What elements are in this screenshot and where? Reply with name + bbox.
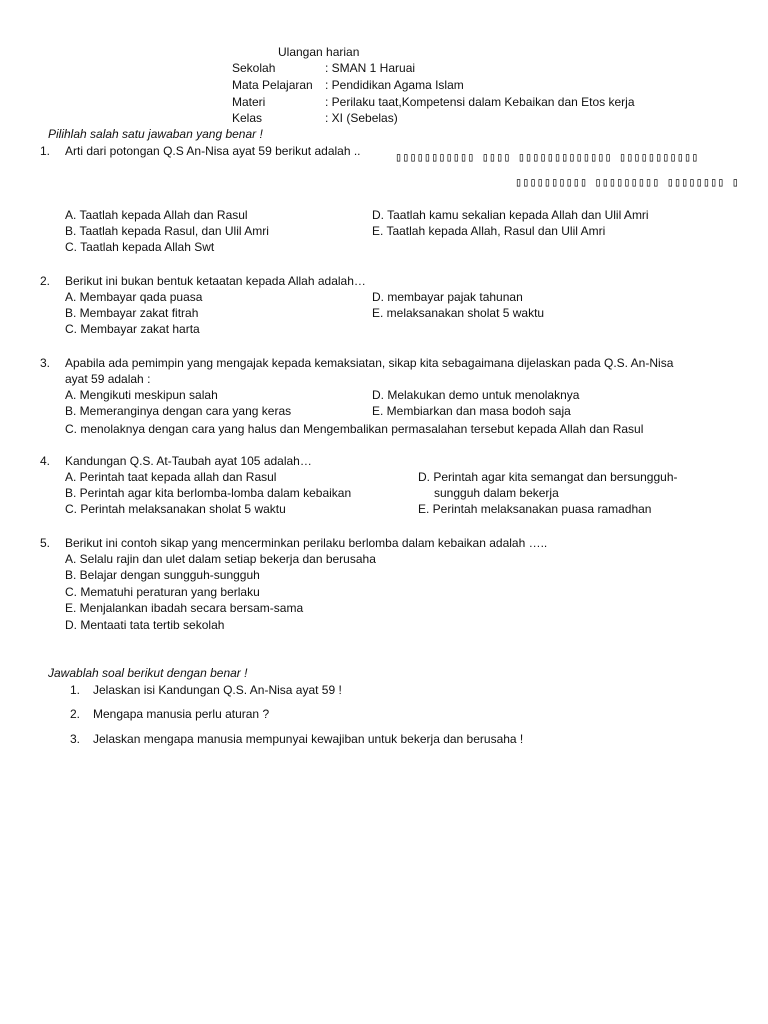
question-2-text: Berikut ini bukan bentuk ketaatan kepada Allah adalah… <box>65 274 366 288</box>
question-2-option-b: B. Membayar zakat fitrah <box>65 306 199 320</box>
essay-3-number: 3. <box>70 732 81 746</box>
question-4-option-b: B. Perintah agar kita berlomba-lomba dalam kebaikan <box>65 486 352 500</box>
question-4-option-d: D. Perintah agar kita semangat dan bersungguh- <box>418 470 678 484</box>
essay-3-text: Jelaskan mengapa manusia mempunyai kewajiban untuk bekerja dan berusaha ! <box>93 732 524 746</box>
question-4-option-e: E. Perintah melaksanakan puasa ramadhan <box>418 502 652 516</box>
question-2-option-c: C. Membayar zakat harta <box>65 322 200 336</box>
exam-title: Ulangan harian <box>278 45 360 59</box>
question-2-option-a: A. Membayar qada puasa <box>65 290 203 304</box>
question-3-option-a: A. Mengikuti meskipun salah <box>65 388 218 402</box>
header-label-school: Sekolah <box>232 61 276 75</box>
question-2-number: 2. <box>40 274 51 288</box>
question-2-option-d: D. membayar pajak tahunan <box>372 290 523 304</box>
essay-2-text: Mengapa manusia perlu aturan ? <box>93 707 270 721</box>
essay-1-number: 1. <box>70 683 81 697</box>
question-4-option-a: A. Perintah taat kepada allah dan Rasul <box>65 470 277 484</box>
question-1-arabic-line-2: ▯▯▯▯▯▯▯▯▯▯ ▯▯▯▯▯▯▯▯▯ ▯▯▯▯▯▯▯▯ ▯ <box>515 175 739 189</box>
question-3-text-line-2: ayat 59 adalah : <box>65 372 151 386</box>
question-4-text: Kandungan Q.S. At-Taubah ayat 105 adalah… <box>65 454 312 468</box>
question-5-text: Berikut ini contoh sikap yang mencerminkan perilaku berlomba dalam kebaikan adalah ….. <box>65 536 548 550</box>
question-5-option-b: B. Belajar dengan sungguh-sungguh <box>65 568 260 582</box>
question-1-number: 1. <box>40 144 51 158</box>
header-value-school: : SMAN 1 Haruai <box>325 61 416 75</box>
essay-2-number: 2. <box>70 707 81 721</box>
question-1-option-a: A. Taatlah kepada Allah dan Rasul <box>65 208 248 222</box>
question-4-option-c: C. Perintah melaksanakan sholat 5 waktu <box>65 502 286 516</box>
question-1-option-b: B. Taatlah kepada Rasul, dan Ulil Amri <box>65 224 269 238</box>
question-1-option-c: C. Taatlah kepada Allah Swt <box>65 240 215 254</box>
question-3-option-c: C. menolaknya dengan cara yang halus dan Mengembalikan permasalahan tersebut kepada Allah dan Rasul <box>65 422 644 436</box>
question-4-number: 4. <box>40 454 51 468</box>
question-1-option-d: D. Taatlah kamu sekalian kepada Allah dan Ulil Amri <box>372 208 649 222</box>
header-label-subject: Mata Pelajaran <box>232 78 313 92</box>
header-label-material: Materi <box>232 95 266 109</box>
question-1-text: Arti dari potongan Q.S An-Nisa ayat 59 berikut adalah .. <box>65 144 361 158</box>
question-1-arabic-line-1: ▯▯▯▯▯▯▯▯▯▯▯ ▯▯▯▯ ▯▯▯▯▯▯▯▯▯▯▯▯▯ ▯▯▯▯▯▯▯▯▯▯▯ <box>395 150 699 164</box>
question-3-text: Apabila ada pemimpin yang mengajak kepada kemaksiatan, sikap kita sebagaimana dijelaskan pada Q.S. An-Nisa <box>65 356 674 370</box>
question-5-option-c: C. Mematuhi peraturan yang berlaku <box>65 585 260 599</box>
essay-1-text: Jelaskan isi Kandungan Q.S. An-Nisa ayat 59 ! <box>93 683 342 697</box>
header-value-class: : XI (Sebelas) <box>325 111 398 125</box>
question-5-option-d: D. Mentaati tata tertib sekolah <box>65 618 225 632</box>
section1-instruction: Pilihlah salah satu jawaban yang benar ! <box>48 127 263 141</box>
question-5-option-a: A. Selalu rajin dan ulet dalam setiap bekerja dan berusaha <box>65 552 376 566</box>
question-3-option-d: D. Melakukan demo untuk menolaknya <box>372 388 580 402</box>
question-5-option-e: E. Menjalankan ibadah secara bersam-sama <box>65 601 304 615</box>
header-value-subject: : Pendidikan Agama Islam <box>325 78 464 92</box>
question-1-option-e: E. Taatlah kepada Allah, Rasul dan Ulil Amri <box>372 224 606 238</box>
section2-instruction: Jawablah soal berikut dengan benar ! <box>48 666 248 680</box>
question-2-option-e: E. melaksanakan sholat 5 waktu <box>372 306 545 320</box>
header-label-class: Kelas <box>232 111 263 125</box>
question-5-number: 5. <box>40 536 51 550</box>
question-3-number: 3. <box>40 356 51 370</box>
question-3-option-b: B. Memeranginya dengan cara yang keras <box>65 404 292 418</box>
question-4-option-d-continued: sungguh dalam bekerja <box>434 486 559 500</box>
question-3-option-e: E. Membiarkan dan masa bodoh saja <box>372 404 571 418</box>
header-value-material: : Perilaku taat,Kompetensi dalam Kebaikan dan Etos kerja <box>325 95 635 109</box>
